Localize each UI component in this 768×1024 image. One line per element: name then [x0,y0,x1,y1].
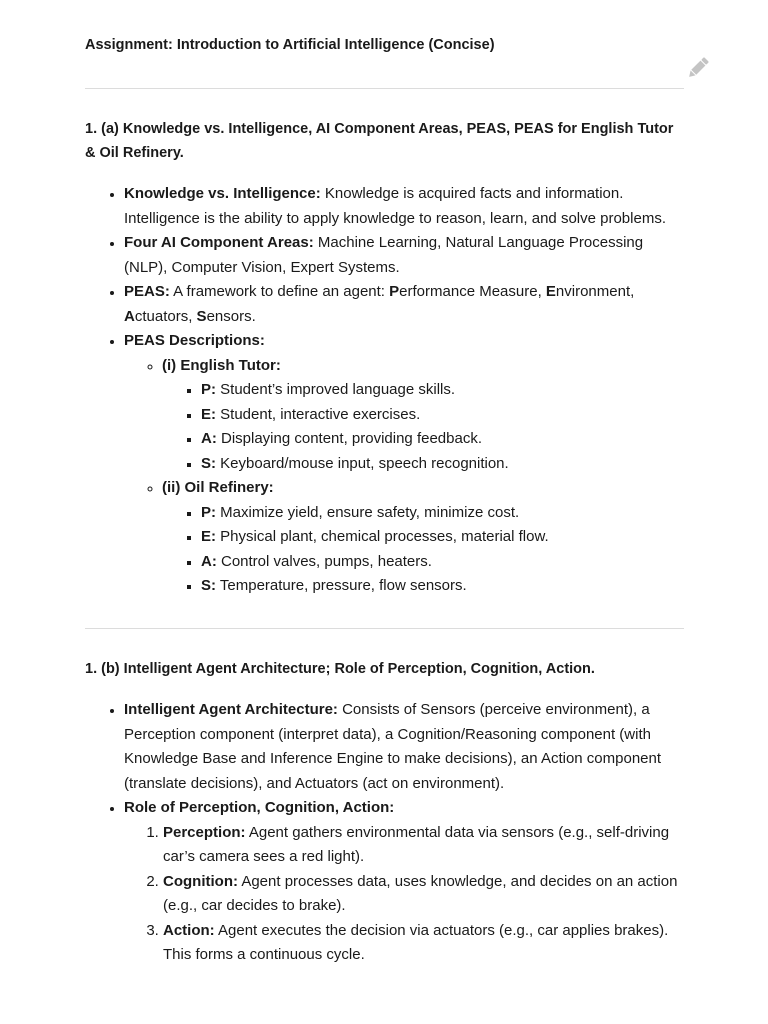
peas-letter-a: A [124,307,135,325]
list-item-architecture [124,698,684,796]
peas-value: Control valves, pumps, heaters. [216,552,432,570]
document-title: Assignment: Introduction to Artificial Intelligence (Concise) [85,37,495,53]
peas-letter-e: E [545,283,556,300]
pencil-icon [685,55,711,81]
list-item-knowledge [124,182,684,231]
list-item [201,501,684,526]
edit-button[interactable] [685,55,711,81]
list-item-oil-refinery [162,476,684,599]
item-label: (ii) Oil Refinery: [162,479,274,496]
item-text: Consists of Sensors (perceive environment), a Perception component (interpret data), a Cognition/Reasoning component (with Knowledge Base and Inference Engine to make decisions), an Action component (translate decisions), and Actuators (act on environment). [124,701,662,792]
role-key: Action: [163,921,215,939]
peas-value: Student’s improved language skills. [216,381,456,398]
role-key: Cognition: [163,872,238,890]
list-item [201,452,684,477]
peas-key: E: [201,405,216,423]
list-item-action [163,919,684,968]
list-item-peas [124,280,684,329]
list-item-cognition [163,870,684,919]
title-divider [85,88,684,89]
section-1b-heading: 1. (b) Intelligent Agent Architecture; Role of Perception, Cognition, Action. [85,661,595,677]
list-item-components [124,231,684,280]
item-label: PEAS: [124,283,170,300]
section-1b-list [85,698,684,968]
list-item [201,427,684,452]
list-item [201,525,684,550]
list-item-perception [163,821,684,870]
item-text: A framework to define an agent: [169,283,390,300]
roles-ordered-list [124,821,684,968]
list-item [201,574,684,599]
item-label: (i) English Tutor: [162,356,281,374]
section-1b [85,657,684,968]
peas-descriptions-list [124,354,684,599]
item-text: ensors. [206,307,256,325]
item-text: Knowledge is acquired facts and information. Intelligence is the ability to apply knowledge to reason, learn, and solve problems. [124,185,666,227]
item-text: nvironment, [555,283,635,300]
peas-key: E: [201,528,216,545]
list-item [201,550,684,575]
oil-refinery-list [162,501,684,599]
peas-letter-p: P [389,283,400,300]
list-item-english-tutor [162,354,684,477]
peas-key: S: [201,454,216,472]
section-1a-heading: 1. (a) Knowledge vs. Intelligence, AI Component Areas, PEAS, PEAS for English Tutor & Oil Refinery. [85,121,674,161]
english-tutor-list [162,378,684,476]
peas-key: A: [201,552,217,570]
role-key: Perception: [163,823,246,841]
item-label: Four AI Component Areas: [124,234,314,251]
role-value: Agent executes the decision via actuators (e.g., car applies brakes). This forms a continuous cycle. [163,921,669,963]
list-item-peas-descriptions [124,329,684,599]
peas-key: P: [201,381,216,398]
item-text: erformance Measure, [399,283,546,300]
list-item-roles [124,796,684,968]
item-label: Knowledge vs. Intelligence: [124,185,321,202]
item-label: PEAS Descriptions: [124,332,265,349]
role-value: Agent processes data, uses knowledge, and decides on an action (e.g., car decides to brake). [163,872,678,914]
peas-key: A: [201,430,217,447]
peas-value: Physical plant, chemical processes, material flow. [216,528,549,545]
peas-value: Student, interactive exercises. [216,405,421,423]
role-value: Agent gathers environmental data via sensors (e.g., self-driving car’s camera sees a red light). [163,823,670,865]
peas-value: Keyboard/mouse input, speech recognition. [216,454,509,472]
section-1a-list [85,182,684,599]
list-item [201,403,684,428]
item-text: Machine Learning, Natural Language Processing (NLP), Computer Vision, Expert Systems. [124,234,644,276]
peas-value: Displaying content, providing feedback. [216,430,482,447]
item-text: ctuators, [134,307,197,325]
list-item [201,378,684,403]
item-label: Intelligent Agent Architecture: [124,701,338,718]
peas-value: Temperature, pressure, flow sensors. [216,577,467,594]
item-label: Role of Perception, Cognition, Action: [124,799,395,816]
section-1a [85,117,684,599]
peas-key: P: [201,503,216,521]
section-divider [85,628,684,629]
peas-letter-s: S [196,307,207,325]
peas-value: Maximize yield, ensure safety, minimize cost. [216,503,520,521]
peas-key: S: [201,577,216,594]
